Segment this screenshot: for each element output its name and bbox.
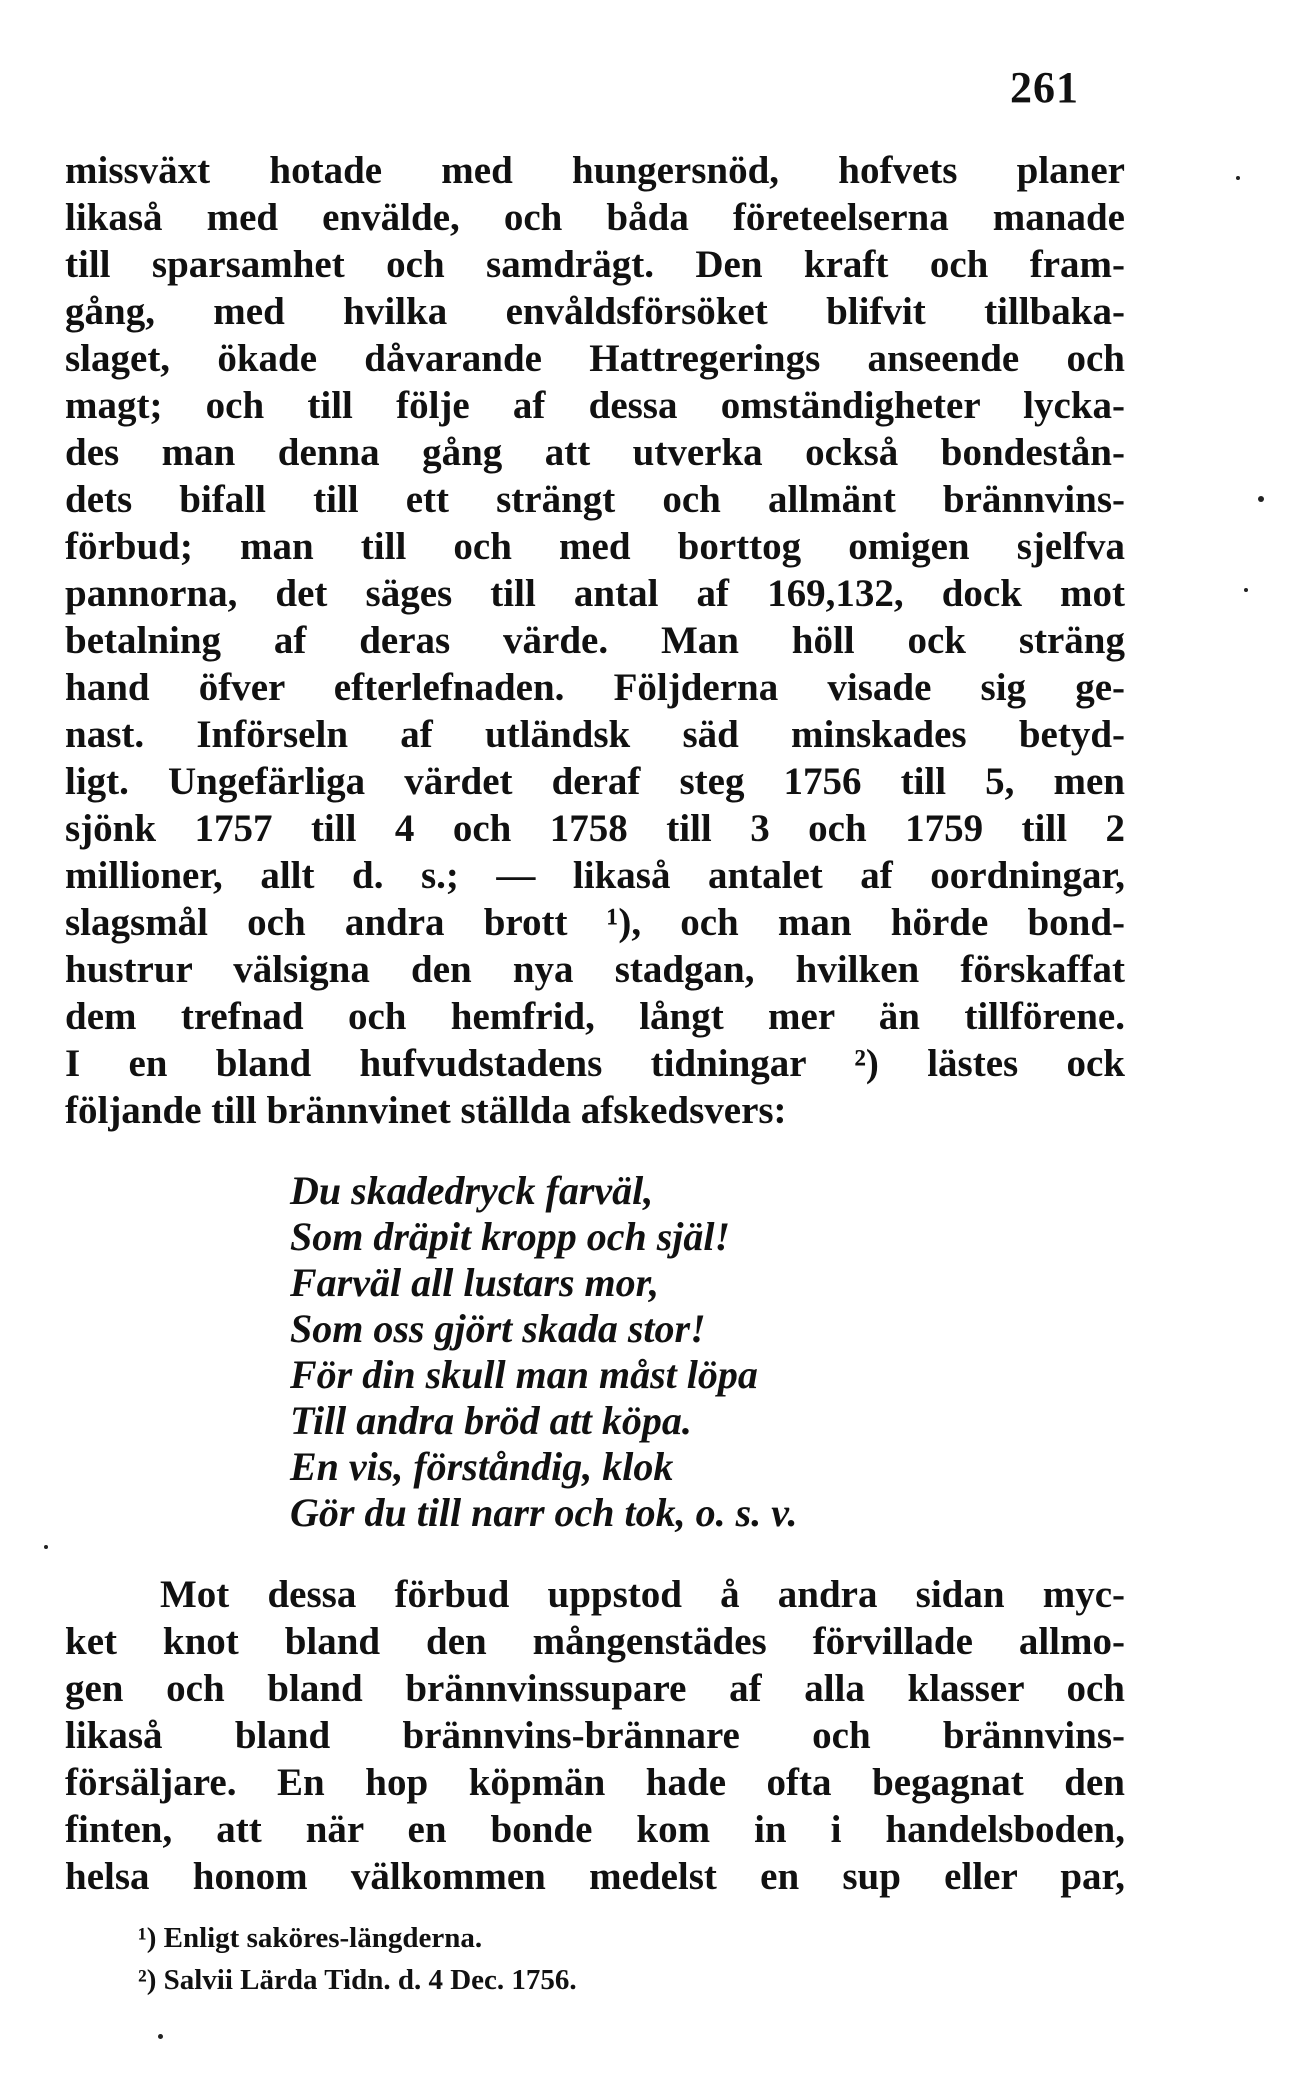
text-line: sjönk 1757 till 4 och 1758 till 3 och 1759 till 2: [65, 807, 1125, 850]
text-line: till sparsamhet och samdrägt. Den kraft och fram-: [65, 243, 1125, 286]
text-line: gång, med hvilka envåldsförsöket blifvit tillbaka-: [65, 290, 1125, 333]
verse-line: Till andra bröd att köpa.: [290, 1398, 692, 1443]
verse-line: Som dräpit kropp och själ!: [290, 1214, 731, 1259]
scan-speck: [1236, 176, 1240, 180]
text-line: ket knot bland den mångenstädes förvillade allmo-: [65, 1620, 1125, 1663]
text-line: nast. Införseln af utländsk säd minskades betyd-: [65, 713, 1125, 756]
text-line: pannorna, det säges till antal af 169,132, dock mot: [65, 572, 1125, 615]
text-line: millioner, allt d. s.; — likaså antalet af oordningar,: [65, 854, 1125, 897]
verse-line: Gör du till narr och tok, o. s. v.: [290, 1490, 798, 1535]
verse-line: För din skull man måst löpa: [290, 1352, 758, 1397]
verse-line: Som oss gjört skada stor!: [290, 1306, 706, 1351]
scan-speck: [44, 1545, 48, 1549]
text-line: dets bifall till ett strängt och allmänt brännvins-: [65, 478, 1125, 521]
text-line: betalning af deras värde. Man höll ock sträng: [65, 619, 1125, 662]
text-line: likaså med envälde, och båda företeelserna manade: [65, 196, 1125, 239]
verse-line: Farväl all lustars mor,: [290, 1260, 659, 1305]
text-line: förbud; man till och med borttog omigen sjelfva: [65, 525, 1125, 568]
text-line: hustrur välsigna den nya stadgan, hvilken förskaffat: [65, 948, 1125, 991]
footnote: ¹) Enligt saköres-längderna.: [138, 1922, 483, 1954]
text-line: gen och bland brännvinssupare af alla klasser och: [65, 1667, 1125, 1710]
text-line: missväxt hotade med hungersnöd, hofvets planer: [65, 149, 1125, 192]
scan-speck: [1258, 496, 1264, 502]
text-line: des man denna gång att utverka också bondestån-: [65, 431, 1125, 474]
verse-line: En vis, förståndig, klok: [290, 1444, 674, 1489]
text-line: slagsmål och andra brott ¹), och man hörde bond-: [65, 901, 1125, 944]
page-number: 261: [1010, 63, 1079, 112]
text-line: slaget, ökade dåvarande Hattregerings anseende och: [65, 337, 1125, 380]
text-line: I en bland hufvudstadens tidningar ²) lästes ock: [65, 1042, 1125, 1085]
text-line: magt; och till följe af dessa omständigheter lycka-: [65, 384, 1125, 427]
text-line: dem trefnad och hemfrid, långt mer än tillförene.: [65, 995, 1125, 1038]
text-line: likaså bland brännvins-brännare och brännvins-: [65, 1714, 1125, 1757]
text-line: Mot dessa förbud uppstod å andra sidan myc-: [160, 1573, 1125, 1616]
verse-line: Du skadedryck farväl,: [290, 1168, 654, 1213]
text-line: ligt. Ungefärliga värdet deraf steg 1756 till 5, men: [65, 760, 1125, 803]
footnote: ²) Salvii Lärda Tidn. d. 4 Dec. 1756.: [138, 1964, 577, 1996]
text-line: följande till brännvinet ställda afskedsvers:: [65, 1089, 787, 1132]
text-line: hand öfver efterlefnaden. Följderna visade sig ge-: [65, 666, 1125, 709]
text-line: finten, att när en bonde kom in i handelsboden,: [65, 1808, 1125, 1851]
text-line: helsa honom välkommen medelst en sup eller par,: [65, 1855, 1125, 1898]
scan-speck: [158, 2034, 163, 2039]
text-line: försäljare. En hop köpmän hade ofta begagnat den: [65, 1761, 1125, 1804]
scan-speck: [1244, 588, 1248, 592]
